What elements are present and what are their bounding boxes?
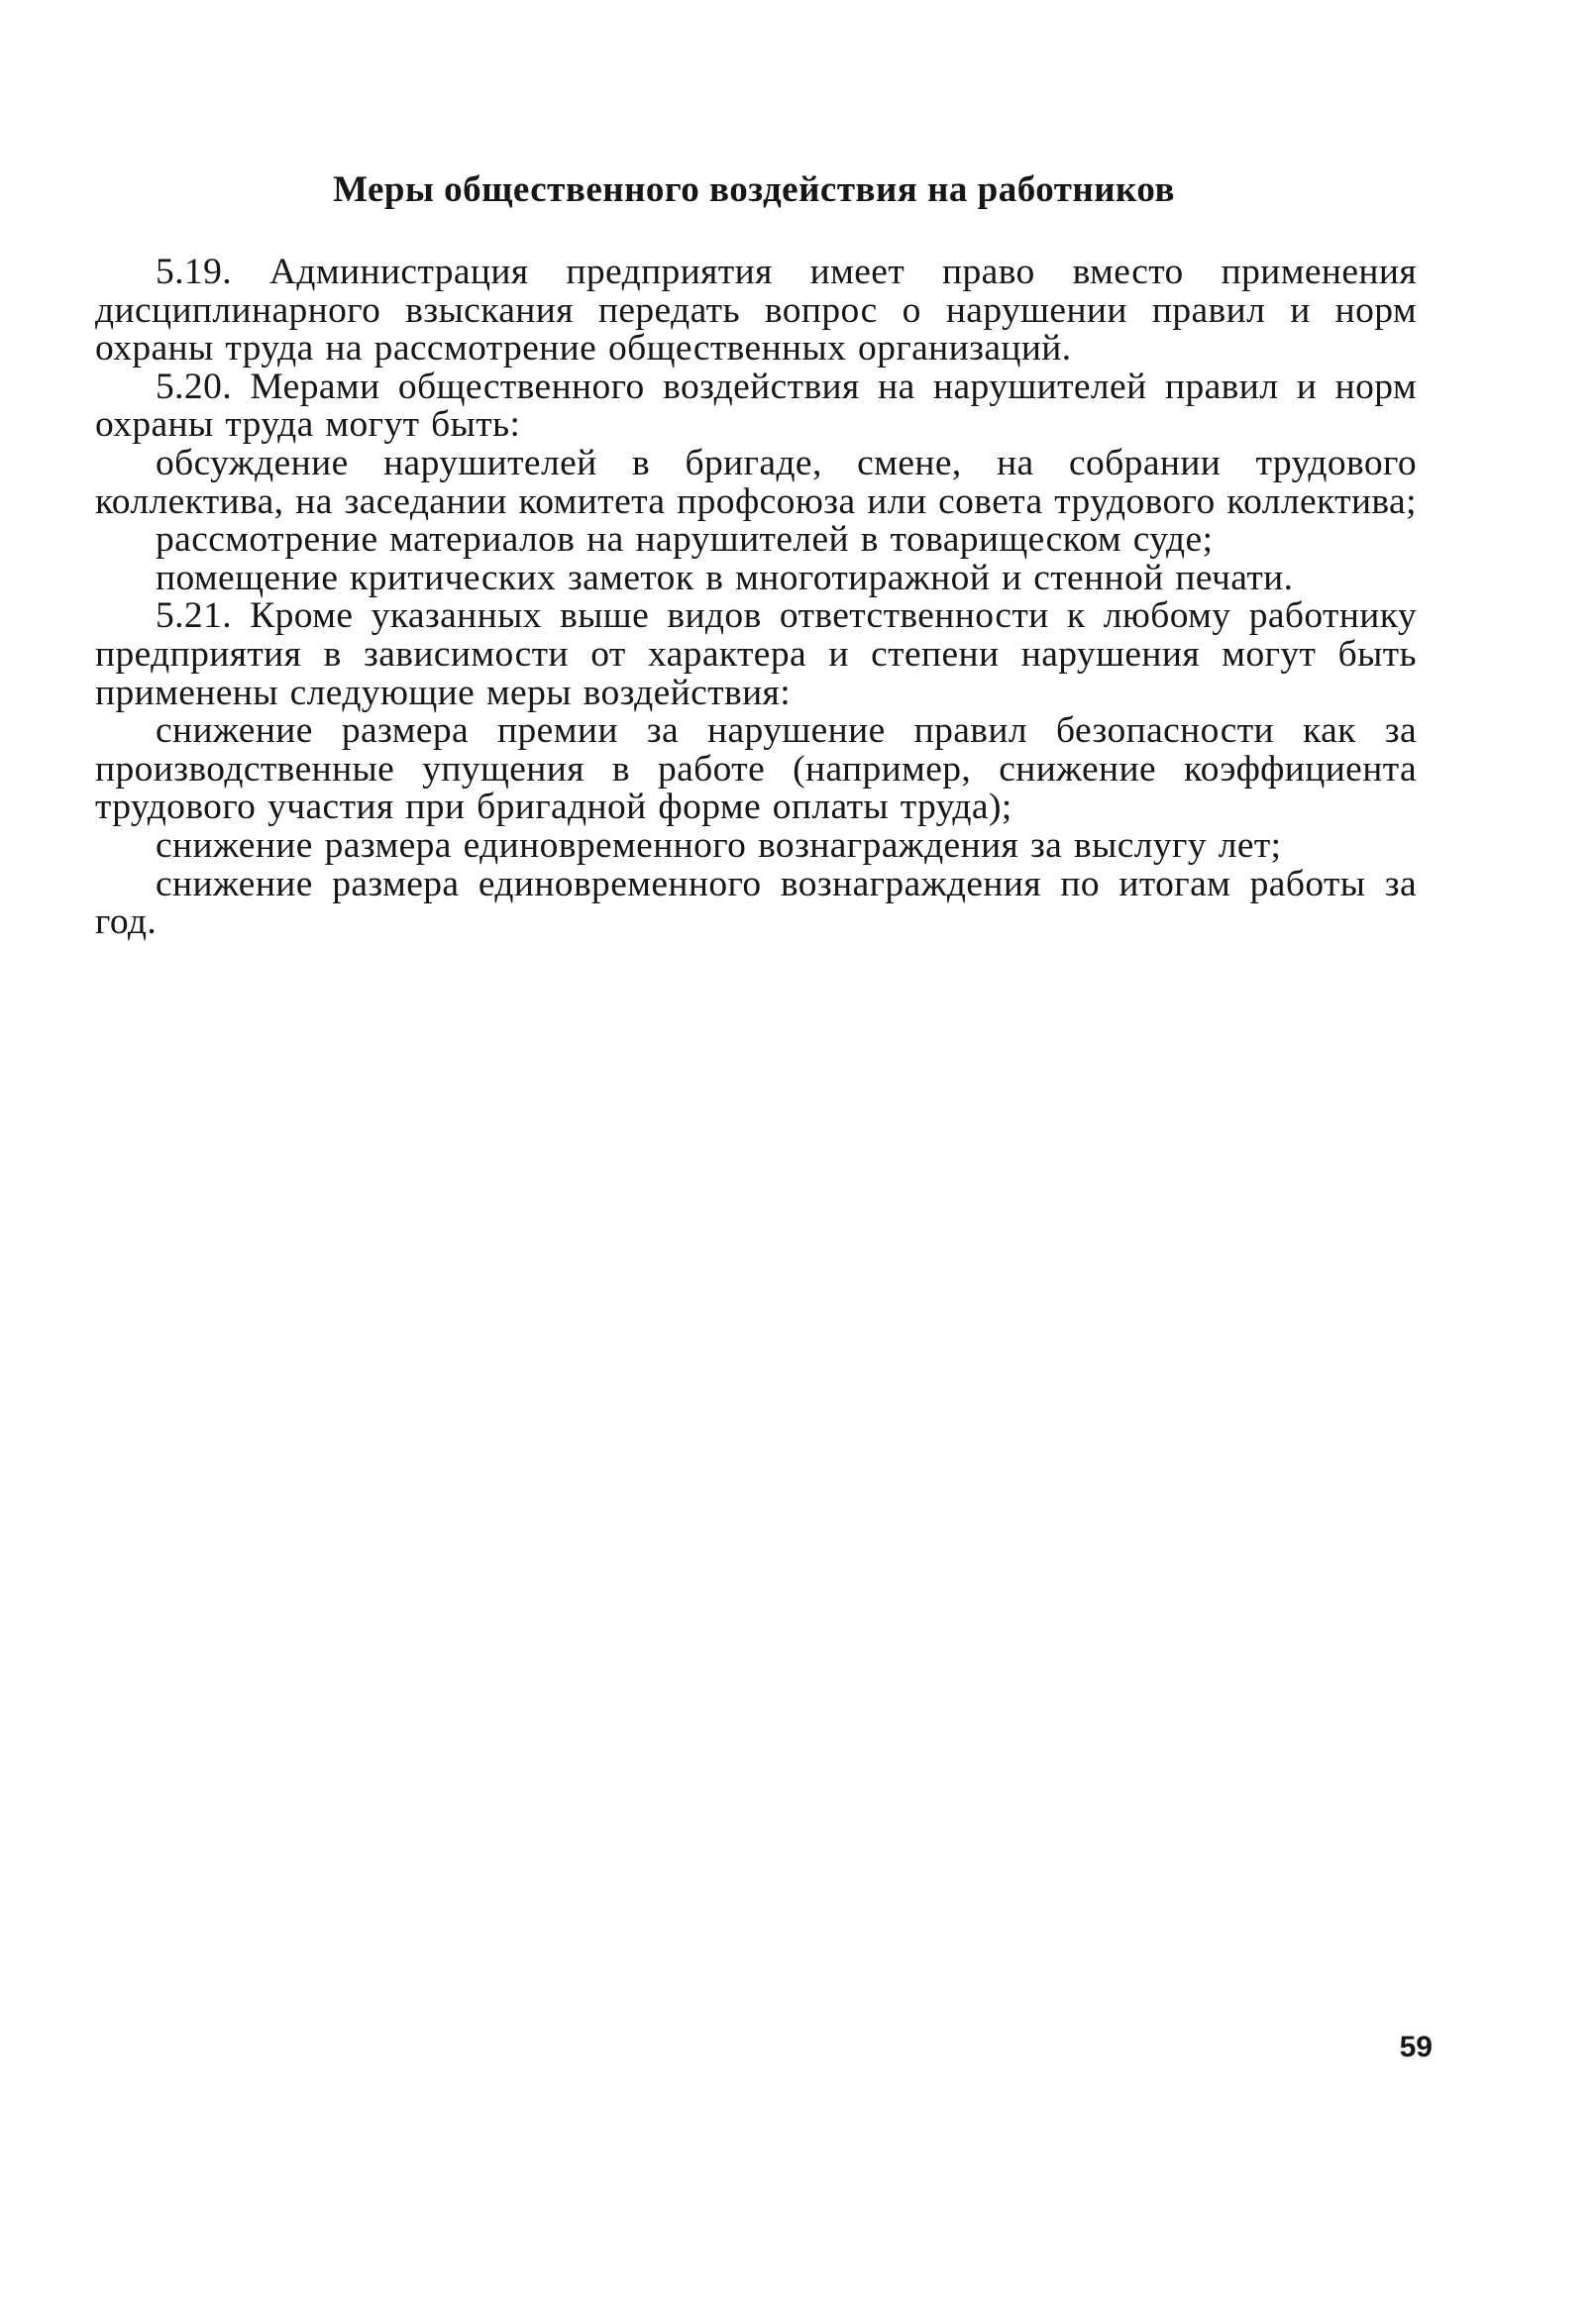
list-item-annual-reward-reduction: снижение размера единовременного вознаграждения по итогам работы за год. — [95, 863, 1417, 943]
body-text — [95, 254, 1417, 942]
paragraph-5-19: 5.19. Администрация предприятия имеет право вместо применения дисциплинарного взыскания передать вопрос о нарушении правил и норм охраны труда на рассмотрение общественных организаций. — [95, 252, 1417, 369]
list-item-seniority-reward-reduction: снижение размера единовременного вознаграждения за выслугу лет; — [156, 824, 1282, 866]
list-item-discussion: обсуждение нарушителей в бригаде, смене, на собрании трудового коллектива, на заседании комитета профсоюза или совета трудового коллектива; — [95, 442, 1417, 522]
page-number: 59 — [1399, 2031, 1433, 2063]
section-heading: Меры общественного воздействия на работников — [333, 169, 1175, 210]
list-item-critical-notes: помещение критических заметок в многотиражной и стенной печати. — [156, 557, 1294, 598]
list-item-comrades-court: рассмотрение материалов на нарушителей в товарищеском суде; — [156, 519, 1214, 561]
paragraph-5-20: 5.20. Мерами общественного воздействия на нарушителей правил и норм охраны труда могут быть: — [95, 366, 1417, 446]
list-item-bonus-reduction: снижение размера премии за нарушение правил безопасности как за производственные упущения в работе (например, снижение коэффициента трудового участия при бригадной форме оплаты труда); — [95, 710, 1417, 828]
paragraph-5-21: 5.21. Кроме указанных выше видов ответственности к любому работнику предприятия в зависимости от характера и степени нарушения могут быть применены следующие меры воздействия: — [95, 595, 1417, 713]
